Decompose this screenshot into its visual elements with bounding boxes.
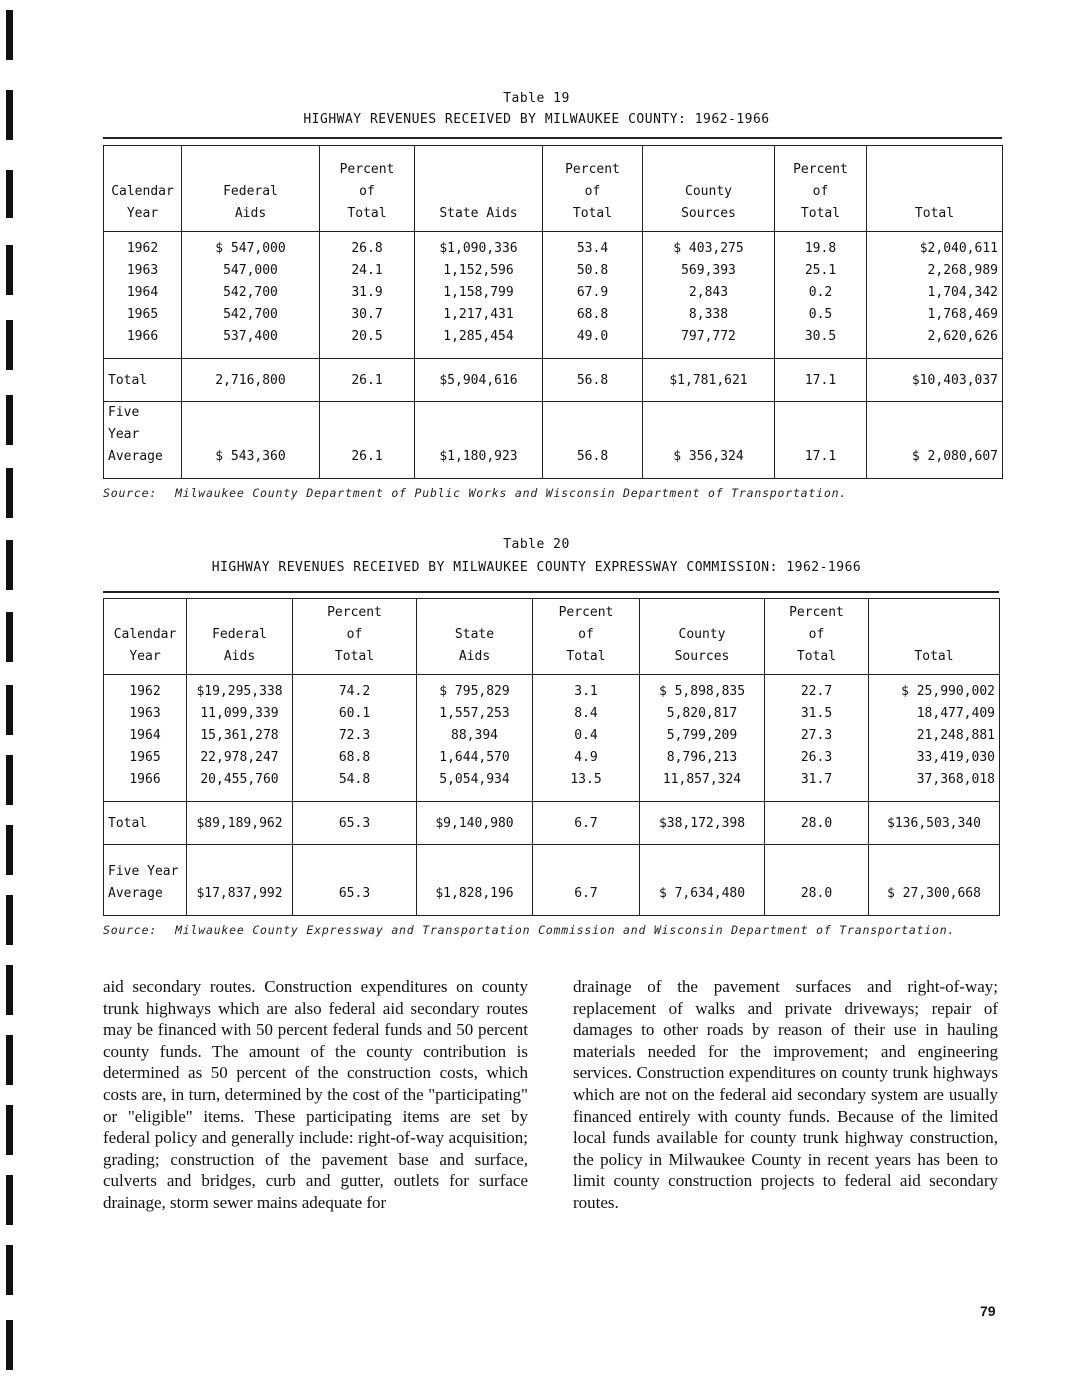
table20-header-row (104, 599, 1000, 675)
cell-pct2: 56.8 (543, 359, 643, 402)
binding-mark (6, 320, 13, 370)
cell-county: 569,393 (643, 260, 775, 282)
cell-pct1: 65.3 (293, 802, 417, 845)
table-row (104, 232, 1003, 261)
binding-mark (6, 1175, 13, 1225)
cell-county: 5,820,817 (640, 703, 765, 725)
table-row (104, 304, 1003, 326)
table-row (104, 703, 1000, 725)
table19 (103, 145, 1003, 479)
cell-pct1: 68.8 (293, 747, 417, 769)
col-header-total: Total (869, 599, 1000, 675)
table20-source (103, 923, 955, 937)
cell-year: 1965 (104, 304, 182, 326)
binding-mark (6, 245, 13, 295)
col-header-percent-3: Percent of Total (765, 599, 869, 675)
cell-federal: $19,295,338 (187, 675, 293, 704)
binding-mark (6, 612, 13, 662)
cell-pct1: 30.7 (320, 304, 415, 326)
cell-state: $1,828,196 (417, 845, 533, 916)
col-header-percent-1: Percent of Total (320, 146, 415, 232)
binding-mark (6, 685, 13, 735)
cell-pct1: 31.9 (320, 282, 415, 304)
cell-county: 5,799,209 (640, 725, 765, 747)
table20-label: Table 20 (503, 537, 570, 552)
col-header-percent-2: Percent of Total (543, 146, 643, 232)
cell-county: 11,857,324 (640, 769, 765, 802)
col-header-county-sources: County Sources (643, 146, 775, 232)
cell-year: 1962 (104, 675, 187, 704)
cell-total: $2,040,611 (867, 232, 1003, 261)
cell-average-label: Five Year Average (104, 402, 182, 479)
binding-mark (6, 1245, 13, 1295)
cell-total: $10,403,037 (867, 359, 1003, 402)
col-header-percent-2: Percent of Total (533, 599, 640, 675)
cell-state: $1,090,336 (415, 232, 543, 261)
cell-year: 1964 (104, 725, 187, 747)
table-row (104, 282, 1003, 304)
cell-state: $5,904,616 (415, 359, 543, 402)
cell-pct1: 26.8 (320, 232, 415, 261)
col-header-federal-aids: Federal Aids (182, 146, 320, 232)
cell-pct2: 67.9 (543, 282, 643, 304)
col-header-county-sources: County Sources (640, 599, 765, 675)
table20-rule (103, 591, 999, 593)
col-header-total: Total (867, 146, 1003, 232)
cell-county: 8,338 (643, 304, 775, 326)
cell-federal: 537,400 (182, 326, 320, 359)
cell-county: 8,796,213 (640, 747, 765, 769)
cell-year: 1965 (104, 747, 187, 769)
cell-total: $ 2,080,607 (867, 402, 1003, 479)
cell-federal: $17,837,992 (187, 845, 293, 916)
cell-pct3: 31.7 (765, 769, 869, 802)
cell-total: $ 27,300,668 (869, 845, 1000, 916)
binding-mark (6, 468, 13, 518)
binding-mark (6, 395, 13, 445)
cell-total: 37,368,018 (869, 769, 1000, 802)
col-header-calendar-year: Calendar Year (104, 599, 187, 675)
cell-state: $1,180,923 (415, 402, 543, 479)
cell-pct1: 20.5 (320, 326, 415, 359)
cell-county: $1,781,621 (643, 359, 775, 402)
cell-year: 1963 (104, 260, 182, 282)
source-label: Source: (103, 923, 158, 937)
cell-total: $136,503,340 (869, 802, 1000, 845)
cell-federal: $89,189,962 (187, 802, 293, 845)
binding-mark (6, 1035, 13, 1085)
table-total-row (104, 359, 1003, 402)
cell-state: 1,217,431 (415, 304, 543, 326)
cell-county: $ 356,324 (643, 402, 775, 479)
cell-pct2: 4.9 (533, 747, 640, 769)
cell-federal: 20,455,760 (187, 769, 293, 802)
cell-year: 1962 (104, 232, 182, 261)
cell-pct2: 6.7 (533, 845, 640, 916)
body-column-right (573, 976, 998, 1214)
table-row (104, 747, 1000, 769)
cell-pct3: 27.3 (765, 725, 869, 747)
cell-average-label: Five Year Average (104, 845, 187, 916)
cell-pct3: 0.2 (775, 282, 867, 304)
cell-pct2: 13.5 (533, 769, 640, 802)
binding-mark (6, 10, 13, 60)
cell-pct3: 30.5 (775, 326, 867, 359)
cell-state: 5,054,934 (417, 769, 533, 802)
cell-year: 1966 (104, 769, 187, 802)
cell-pct3: 28.0 (765, 802, 869, 845)
cell-federal: 22,978,247 (187, 747, 293, 769)
cell-total: 21,248,881 (869, 725, 1000, 747)
cell-pct1: 26.1 (320, 402, 415, 479)
binding-mark (6, 1320, 13, 1370)
table-row (104, 725, 1000, 747)
cell-federal: $ 547,000 (182, 232, 320, 261)
cell-federal: 2,716,800 (182, 359, 320, 402)
cell-federal: 542,700 (182, 282, 320, 304)
cell-pct2: 53.4 (543, 232, 643, 261)
cell-pct2: 6.7 (533, 802, 640, 845)
binding-mark (6, 825, 13, 875)
body-paragraph-right: drainage of the pavement surfaces and right-of-way; replacement of walks and private driveways; repair of damages to other roads by reason of their use in hauling materials needed for the improvement; and engineering services. Construction expenditures on county trunk highways which are not on the federal aid secondary system are usually financed entirely with county funds. Because of the limited local funds available for county trunk highway construction, the policy in Milwaukee County in recent years has been to limit county construction projects to federal aid secondary routes. (573, 977, 998, 1212)
cell-federal: 547,000 (182, 260, 320, 282)
cell-county: 2,843 (643, 282, 775, 304)
cell-pct1: 65.3 (293, 845, 417, 916)
cell-pct3: 0.5 (775, 304, 867, 326)
cell-county: 797,772 (643, 326, 775, 359)
cell-pct3: 25.1 (775, 260, 867, 282)
cell-federal: 542,700 (182, 304, 320, 326)
cell-pct1: 60.1 (293, 703, 417, 725)
binding-mark (6, 1105, 13, 1155)
col-header-percent-1: Percent of Total (293, 599, 417, 675)
cell-pct1: 72.3 (293, 725, 417, 747)
cell-state: $9,140,980 (417, 802, 533, 845)
cell-total: 18,477,409 (869, 703, 1000, 725)
binding-mark (6, 895, 13, 945)
cell-pct3: 31.5 (765, 703, 869, 725)
binding-mark (6, 965, 13, 1015)
table-average-row (104, 845, 1000, 916)
cell-pct2: 49.0 (543, 326, 643, 359)
cell-total: 33,419,030 (869, 747, 1000, 769)
cell-state: 1,557,253 (417, 703, 533, 725)
cell-pct2: 50.8 (543, 260, 643, 282)
col-header-state-aids: State Aids (417, 599, 533, 675)
table20 (103, 598, 1000, 916)
table-row (104, 675, 1000, 704)
cell-total: 1,704,342 (867, 282, 1003, 304)
cell-total-label: Total (104, 802, 187, 845)
col-header-state-aids: State Aids (415, 146, 543, 232)
body-column-left (103, 976, 528, 1214)
cell-pct3: 19.8 (775, 232, 867, 261)
table19-header-row (104, 146, 1003, 232)
cell-total: 2,620,626 (867, 326, 1003, 359)
cell-pct1: 26.1 (320, 359, 415, 402)
table19-title: HIGHWAY REVENUES RECEIVED BY MILWAUKEE COUNTY: 1962-1966 (303, 112, 770, 127)
cell-year: 1966 (104, 326, 182, 359)
table-row (104, 326, 1003, 359)
col-header-calendar-year: Calendar Year (104, 146, 182, 232)
cell-pct3: 26.3 (765, 747, 869, 769)
cell-federal: 15,361,278 (187, 725, 293, 747)
cell-state: 1,644,570 (417, 747, 533, 769)
cell-pct3: 22.7 (765, 675, 869, 704)
table-row (104, 769, 1000, 802)
cell-pct2: 56.8 (543, 402, 643, 479)
cell-pct3: 28.0 (765, 845, 869, 916)
table-average-row (104, 402, 1003, 479)
cell-county: $ 403,275 (643, 232, 775, 261)
cell-year: 1964 (104, 282, 182, 304)
cell-pct3: 17.1 (775, 402, 867, 479)
cell-pct1: 24.1 (320, 260, 415, 282)
page-number: 79 (980, 1303, 996, 1319)
table-row (104, 260, 1003, 282)
cell-pct2: 0.4 (533, 725, 640, 747)
source-label: Source: (103, 486, 158, 500)
cell-federal: 11,099,339 (187, 703, 293, 725)
cell-pct1: 54.8 (293, 769, 417, 802)
cell-federal: $ 543,360 (182, 402, 320, 479)
binding-mark (6, 170, 13, 218)
cell-state: 1,152,596 (415, 260, 543, 282)
source-text: Milwaukee County Department of Public Works and Wisconsin Department of Transportation. (175, 486, 848, 500)
cell-pct3: 17.1 (775, 359, 867, 402)
cell-total: 1,768,469 (867, 304, 1003, 326)
cell-pct2: 68.8 (543, 304, 643, 326)
body-paragraph-left: aid secondary routes. Construction expenditures on county trunk highways which are also federal aid secondary routes may be financed with 50 percent federal funds and 50 percent county funds. The amount of the county contribution is determined as 50 percent of the construction costs, which costs are, in turn, determined by the cost of the "participating" or "eligible" items. These participating items are set by federal policy and generally include: right-of-way acquisition; grading; construction of the pavement base and surface, culverts and bridges, curb and gutter, outlets for surface drainage, storm sewer mains adequate for (103, 977, 528, 1212)
cell-county: $38,172,398 (640, 802, 765, 845)
cell-state: 88,394 (417, 725, 533, 747)
cell-county: $ 5,898,835 (640, 675, 765, 704)
cell-year: 1963 (104, 703, 187, 725)
table20-title: HIGHWAY REVENUES RECEIVED BY MILWAUKEE COUNTY EXPRESSWAY COMMISSION: 1962-1966 (211, 560, 862, 575)
binding-mark (6, 755, 13, 805)
source-text: Milwaukee County Expressway and Transportation Commission and Wisconsin Department of Transportation. (175, 923, 956, 937)
cell-state: $ 795,829 (417, 675, 533, 704)
cell-pct2: 8.4 (533, 703, 640, 725)
cell-total-label: Total (104, 359, 182, 402)
cell-total: $ 25,990,002 (869, 675, 1000, 704)
table19-rule (103, 137, 1002, 139)
table19-source (103, 486, 847, 500)
cell-state: 1,285,454 (415, 326, 543, 359)
cell-pct2: 3.1 (533, 675, 640, 704)
cell-total: 2,268,989 (867, 260, 1003, 282)
cell-pct1: 74.2 (293, 675, 417, 704)
col-header-federal-aids: Federal Aids (187, 599, 293, 675)
table-total-row (104, 802, 1000, 845)
col-header-percent-3: Percent of Total (775, 146, 867, 232)
cell-county: $ 7,634,480 (640, 845, 765, 916)
cell-state: 1,158,799 (415, 282, 543, 304)
table19-label: Table 19 (503, 91, 570, 106)
